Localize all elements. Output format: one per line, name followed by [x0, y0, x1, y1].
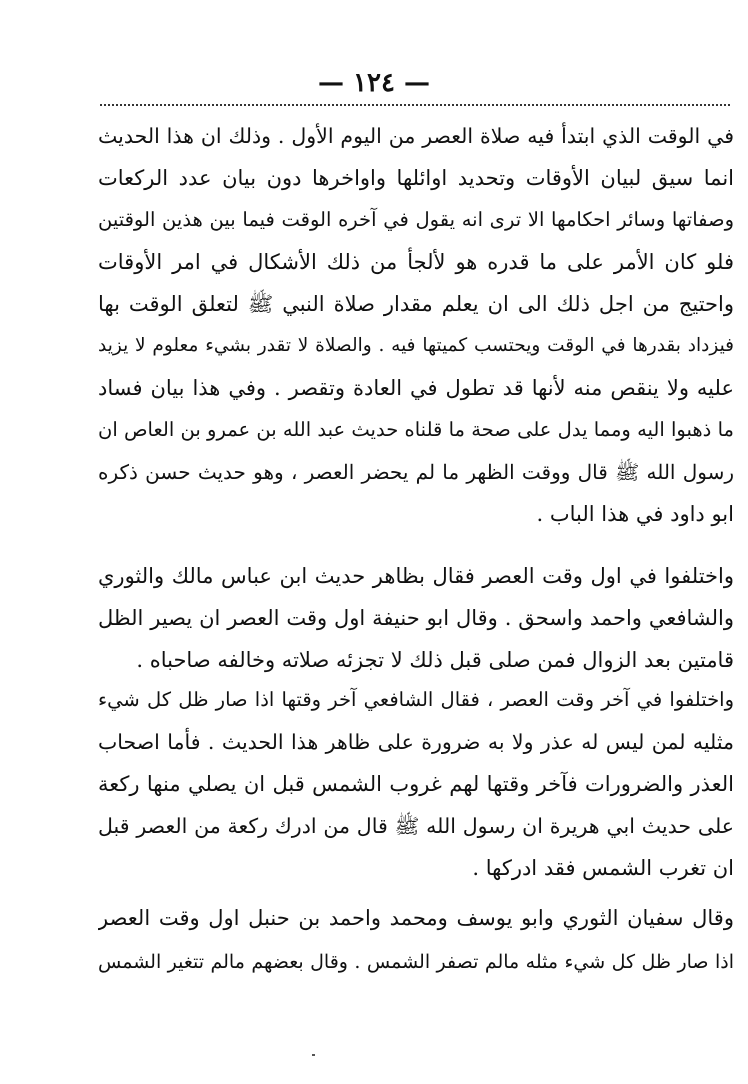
header-divider — [100, 104, 730, 106]
text-line: قامتين بعد الزوال فمن صلى قبل ذلك لا تجزئه صلاته وخالفه صاحباه . — [136, 648, 734, 672]
text-line: واختلفوا في آخر وقت العصر ، فقال الشافعي آخر وقتها اذا صار ظل كل شيء — [98, 688, 734, 711]
text-line: عليه ولا ينقص منه لأنها قد تطول في العادة وتقصر . وفي هذا بيان فساد — [98, 376, 734, 400]
text-line: في الوقت الذي ابتدأ فيه صلاة العصر من اليوم الأول . وذلك ان هذا الحديث — [98, 124, 734, 148]
text-line: واختلفوا في اول وقت العصر فقال بظاهر حديث ابن عباس مالك والثوري — [98, 564, 734, 588]
text-line: انما سيق لبيان الأوقات وتحديد اوائلها واواخرها دون بيان عدد الركعات — [98, 166, 734, 190]
text-line: واحتيج من اجل ذلك الى ان يعلم مقدار صلاة النبي ﷺ لتعلق الوقت بها — [98, 292, 734, 316]
text-line: فلو كان الأمر على ما قدره هو لألجأ من ذلك الأشكال في امر الأوقات — [98, 250, 734, 274]
text-line: وصفاتها وسائر احكامها الا ترى انه يقول في آخره الوقت فيما بين هذين الوقتين — [98, 208, 734, 231]
text-line: على حديث ابي هريرة ان رسول الله ﷺ قال من ادرك ركعة من العصر قبل — [98, 814, 734, 838]
text-line: وقال سفيان الثوري وابو يوسف ومحمد واحمد بن حنبل اول وقت العصر — [98, 906, 734, 930]
page-number: — ١٢٤ — — [317, 68, 431, 98]
text-line: ابو داود في هذا الباب . — [536, 502, 734, 526]
text-line: والشافعي واحمد واسحق . وقال ابو حنيفة اول وقت العصر ان يصير الظل — [98, 606, 734, 630]
text-line: ما ذهبوا اليه ومما يدل على صحة ما قلناه حديث عبد الله بن عمرو بن العاص ان — [98, 418, 734, 441]
text-line: العذر والضرورات فآخر وقتها لهم غروب الشمس قبل ان يصلي منها ركعة — [98, 772, 734, 796]
scan-speck — [312, 1054, 315, 1056]
text-line: فيزداد بقدرها في الوقت ويحتسب كميتها فيه . والصلاة لا تقدر بشيء معلوم لا يزيد — [98, 335, 734, 356]
text-line: مثليه لمن ليس له عذر ولا به ضرورة على ظاهر هذا الحديث . فأما اصحاب — [98, 730, 734, 754]
text-line: ان تغرب الشمس فقد ادركها . — [472, 856, 734, 880]
text-line: رسول الله ﷺ قال ووقت الظهر ما لم يحضر العصر ، وهو حديث حسن ذكره — [98, 460, 734, 484]
text-line: اذا صار ظل كل شيء مثله مالم تصفر الشمس . وقال بعضهم مالم تتغير الشمس — [98, 951, 734, 973]
